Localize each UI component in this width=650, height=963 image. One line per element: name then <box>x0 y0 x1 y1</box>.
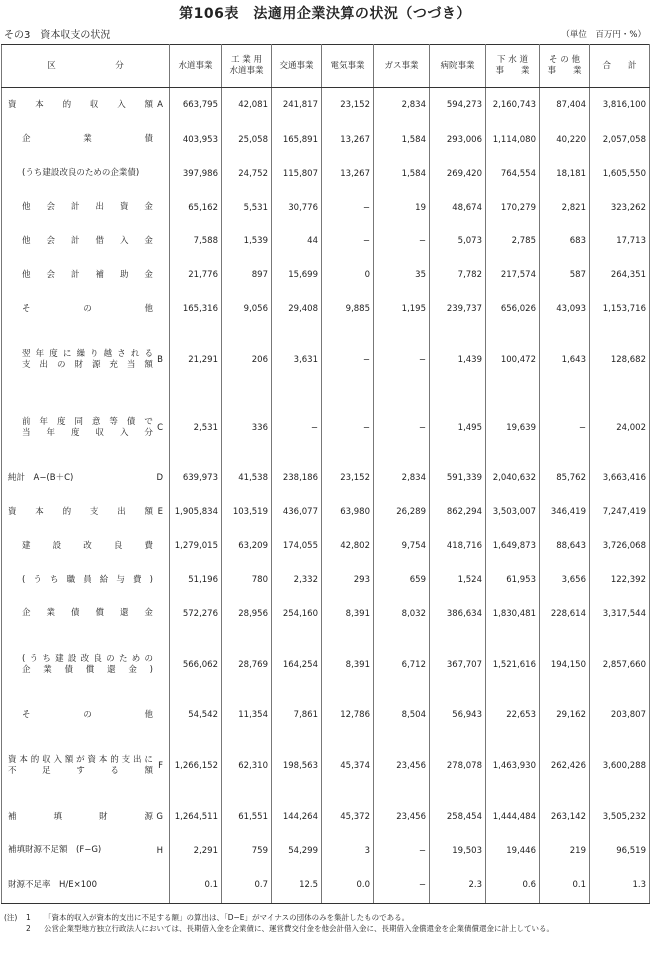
value-cell: 1,114,080 <box>486 123 540 157</box>
value-cell: 2,332 <box>272 563 322 597</box>
value-cell: 0 <box>322 258 374 292</box>
value-cell: 13,267 <box>322 123 374 157</box>
value-cell: 278,078 <box>430 732 486 800</box>
table-body <box>2 88 650 904</box>
value-cell: 174,055 <box>272 529 322 563</box>
value-cell: 862,294 <box>430 495 486 529</box>
column-header-line: 水道事業 <box>229 66 264 76</box>
value-cell: 45,372 <box>322 800 374 834</box>
value-cell: 88,643 <box>540 529 590 563</box>
value-cell: 61,551 <box>222 800 272 834</box>
value-cell: 764,554 <box>486 157 540 191</box>
row-label-line: 財源不足率 H/E×100 <box>8 879 97 890</box>
value-cell: 239,737 <box>430 292 486 326</box>
value-cell: 7,861 <box>272 699 322 733</box>
row-label-line: 資 本 的 支 出 額 <box>8 506 153 517</box>
value-cell: 3,816,100 <box>590 88 650 123</box>
value-cell: 2.3 <box>430 868 486 904</box>
value-cell: 0.1 <box>170 868 222 904</box>
value-cell: 170,279 <box>486 191 540 225</box>
value-cell: 263,142 <box>540 800 590 834</box>
row-label <box>2 868 170 904</box>
value-cell: 1,266,152 <box>170 732 222 800</box>
value-cell: 0.7 <box>222 868 272 904</box>
row-letter: F <box>158 761 163 772</box>
value-cell: 2,291 <box>170 834 222 868</box>
value-cell: 61,953 <box>486 563 540 597</box>
value-cell: 572,276 <box>170 597 222 631</box>
value-cell: 367,707 <box>430 631 486 699</box>
value-cell: 65,162 <box>170 191 222 225</box>
table-row <box>2 123 650 157</box>
footnote-text: 公営企業型地方独立行政法人においては、長期借入金を企業債に、運営費交付金を他会計借入金に、長期借入金償還金を企業債償還金に計上している。 <box>44 924 554 933</box>
row-label-line: (うち建設改良のための企業債) <box>22 168 140 179</box>
value-cell: 9,885 <box>322 292 374 326</box>
table-row <box>2 563 650 597</box>
value-cell: 85,762 <box>540 462 590 496</box>
value-cell: 1,584 <box>374 123 430 157</box>
row-label-line: 資 本 的 収 入 額 <box>8 99 153 110</box>
column-header-line: 事 業 <box>495 66 530 76</box>
value-cell: 238,186 <box>272 462 322 496</box>
value-cell: 7,247,419 <box>590 495 650 529</box>
value-cell: − <box>322 224 374 258</box>
row-label-line: 不 足 す る 額 <box>8 766 153 777</box>
table-subtitle: その3 資本収支の状況 <box>4 30 111 41</box>
column-header-line: 合 計 <box>602 60 637 71</box>
value-cell: 165,316 <box>170 292 222 326</box>
value-cell: 436,077 <box>272 495 322 529</box>
row-label <box>2 157 170 191</box>
row-label <box>2 394 170 462</box>
value-cell: 346,419 <box>540 495 590 529</box>
row-label <box>2 462 170 496</box>
table-row <box>2 631 650 699</box>
value-cell: 2,857,660 <box>590 631 650 699</box>
value-cell: 54,542 <box>170 699 222 733</box>
unit-label: （単位 百万円・%） <box>561 30 646 40</box>
value-cell: 1,905,834 <box>170 495 222 529</box>
value-cell: 587 <box>540 258 590 292</box>
value-cell: 18,181 <box>540 157 590 191</box>
value-cell: 203,807 <box>590 699 650 733</box>
value-cell: 1,444,484 <box>486 800 540 834</box>
row-label <box>2 292 170 326</box>
value-cell: 15,699 <box>272 258 322 292</box>
value-cell: 2,785 <box>486 224 540 258</box>
value-cell: 3,726,068 <box>590 529 650 563</box>
value-cell: 22,653 <box>486 699 540 733</box>
value-cell: 8,504 <box>374 699 430 733</box>
row-label <box>2 699 170 733</box>
column-header <box>430 45 486 88</box>
value-cell: 25,058 <box>222 123 272 157</box>
column-header <box>540 45 590 88</box>
value-cell: 293,006 <box>430 123 486 157</box>
value-cell: 9,056 <box>222 292 272 326</box>
row-label <box>2 834 170 868</box>
footnote-key: (注) <box>4 913 18 922</box>
value-cell: 30,776 <box>272 191 322 225</box>
value-cell: − <box>374 326 430 394</box>
footnote-number: 2 <box>26 924 31 933</box>
row-letter: B <box>157 354 163 365</box>
value-cell: 51,196 <box>170 563 222 597</box>
value-cell: 28,769 <box>222 631 272 699</box>
value-cell: − <box>322 326 374 394</box>
value-cell: 228,614 <box>540 597 590 631</box>
value-cell: 19,639 <box>486 394 540 462</box>
column-header <box>590 45 650 88</box>
column-header <box>322 45 374 88</box>
column-header-line: そ の 他 <box>549 55 580 65</box>
value-cell: 3,631 <box>272 326 322 394</box>
value-cell: 3,317,544 <box>590 597 650 631</box>
value-cell: 44 <box>272 224 322 258</box>
row-letter: C <box>157 422 163 433</box>
value-cell: 19,446 <box>486 834 540 868</box>
value-cell: 3,656 <box>540 563 590 597</box>
row-label-line: 他 会 計 出 資 金 <box>22 202 153 213</box>
value-cell: 19 <box>374 191 430 225</box>
value-cell: 591,339 <box>430 462 486 496</box>
table-row <box>2 157 650 191</box>
table-row <box>2 191 650 225</box>
value-cell: 62,310 <box>222 732 272 800</box>
table-row <box>2 529 650 563</box>
column-header <box>170 45 222 88</box>
value-cell: − <box>322 394 374 462</box>
footnote-2 <box>4 923 554 934</box>
value-cell: 7,782 <box>430 258 486 292</box>
value-cell: 683 <box>540 224 590 258</box>
value-cell: 164,254 <box>272 631 322 699</box>
value-cell: 1,643 <box>540 326 590 394</box>
column-header-line: 電気事業 <box>330 60 365 71</box>
value-cell: 663,795 <box>170 88 222 123</box>
value-cell: 1,439 <box>430 326 486 394</box>
row-label-line: そ の 他 <box>22 303 153 314</box>
row-label-line: 建 設 改 良 費 <box>22 540 153 551</box>
table-row <box>2 800 650 834</box>
value-cell: 17,713 <box>590 224 650 258</box>
capital-balance-table <box>1 44 650 904</box>
row-label-line: 支 出 の 財 源 充 当 額 <box>22 359 153 370</box>
value-cell: 23,456 <box>374 800 430 834</box>
value-cell: 23,456 <box>374 732 430 800</box>
value-cell: 28,956 <box>222 597 272 631</box>
row-letter: D <box>156 473 163 484</box>
row-label <box>2 224 170 258</box>
row-label-line: 他 会 計 補 助 金 <box>22 269 153 280</box>
value-cell: 323,262 <box>590 191 650 225</box>
value-cell: 8,391 <box>322 597 374 631</box>
row-label-line: 当 年 度 収 入 分 <box>22 427 153 438</box>
table-row <box>2 394 650 462</box>
row-label-line: 企 業 債 償 還 金 <box>22 608 153 619</box>
value-cell: 23,152 <box>322 462 374 496</box>
value-cell: 54,299 <box>272 834 322 868</box>
value-cell: 206 <box>222 326 272 394</box>
value-cell: 566,062 <box>170 631 222 699</box>
value-cell: 1,584 <box>374 157 430 191</box>
value-cell: 1.3 <box>590 868 650 904</box>
value-cell: 41,538 <box>222 462 272 496</box>
value-cell: 0.6 <box>486 868 540 904</box>
value-cell: 11,354 <box>222 699 272 733</box>
value-cell: 336 <box>222 394 272 462</box>
value-cell: 29,408 <box>272 292 322 326</box>
value-cell: 115,807 <box>272 157 322 191</box>
value-cell: 5,531 <box>222 191 272 225</box>
page-title: 第106表 法適用企業決算の状況（つづき） <box>179 6 471 22</box>
value-cell: − <box>374 868 430 904</box>
row-label <box>2 123 170 157</box>
value-cell: 13,267 <box>322 157 374 191</box>
row-label-line: そ の 他 <box>22 709 153 720</box>
value-cell: 42,802 <box>322 529 374 563</box>
value-cell: 254,160 <box>272 597 322 631</box>
table-row <box>2 495 650 529</box>
value-cell: 6,712 <box>374 631 430 699</box>
value-cell: 780 <box>222 563 272 597</box>
value-cell: 3,600,288 <box>590 732 650 800</box>
value-cell: 87,404 <box>540 88 590 123</box>
value-cell: 1,539 <box>222 224 272 258</box>
value-cell: 12,786 <box>322 699 374 733</box>
row-label <box>2 495 170 529</box>
footnote-text: 「資本的収入が資本的支出に不足する額」の算出は、「D−E」がマイナスの団体のみを集計したものである。 <box>44 913 410 922</box>
value-cell: 144,264 <box>272 800 322 834</box>
table-row <box>2 292 650 326</box>
value-cell: 3,663,416 <box>590 462 650 496</box>
value-cell: 1,195 <box>374 292 430 326</box>
value-cell: 897 <box>222 258 272 292</box>
value-cell: 594,273 <box>430 88 486 123</box>
value-cell: 418,716 <box>430 529 486 563</box>
value-cell: 1,153,716 <box>590 292 650 326</box>
value-cell: 217,574 <box>486 258 540 292</box>
value-cell: 165,891 <box>272 123 322 157</box>
value-cell: 5,073 <box>430 224 486 258</box>
row-label-line: 他 会 計 借 入 金 <box>22 235 153 246</box>
value-cell: 23,152 <box>322 88 374 123</box>
value-cell: 3,505,232 <box>590 800 650 834</box>
value-cell: 2,834 <box>374 88 430 123</box>
value-cell: 1,279,015 <box>170 529 222 563</box>
value-cell: 403,953 <box>170 123 222 157</box>
value-cell: 24,752 <box>222 157 272 191</box>
footnote-number: 1 <box>26 913 31 922</box>
column-header <box>272 45 322 88</box>
value-cell: 397,986 <box>170 157 222 191</box>
value-cell: − <box>374 834 430 868</box>
table-row <box>2 88 650 123</box>
value-cell: 128,682 <box>590 326 650 394</box>
table-row <box>2 258 650 292</box>
row-label-line: 補填財源不足額 (F−G) <box>8 845 102 856</box>
table-row <box>2 597 650 631</box>
row-label-line: 前 年 度 同 意 等 債 で <box>22 416 153 427</box>
value-cell: 293 <box>322 563 374 597</box>
value-cell: 2,834 <box>374 462 430 496</box>
table-row <box>2 868 650 904</box>
table-row <box>2 224 650 258</box>
value-cell: 19,503 <box>430 834 486 868</box>
footnote-1 <box>4 912 554 923</box>
column-header-line: 工 業 用 <box>231 55 262 65</box>
row-label <box>2 326 170 394</box>
value-cell: − <box>374 224 430 258</box>
value-cell: 1,649,873 <box>486 529 540 563</box>
value-cell: 96,519 <box>590 834 650 868</box>
value-cell: 24,002 <box>590 394 650 462</box>
row-label <box>2 88 170 123</box>
value-cell: 3 <box>322 834 374 868</box>
row-label <box>2 191 170 225</box>
value-cell: 241,817 <box>272 88 322 123</box>
column-header-line: 下 水 道 <box>497 55 528 65</box>
row-label-line: 純計 A−(B＋C) <box>8 472 74 483</box>
value-cell: 40,220 <box>540 123 590 157</box>
value-cell: 2,160,743 <box>486 88 540 123</box>
value-cell: − <box>540 394 590 462</box>
column-header-line: 病院事業 <box>440 60 475 71</box>
column-header-line: 交通事業 <box>279 60 314 71</box>
value-cell: 2,057,058 <box>590 123 650 157</box>
value-cell: 1,605,550 <box>590 157 650 191</box>
value-cell: 219 <box>540 834 590 868</box>
row-label <box>2 631 170 699</box>
value-cell: 0.1 <box>540 868 590 904</box>
value-cell: 63,980 <box>322 495 374 529</box>
table-row <box>2 326 650 394</box>
value-cell: 269,420 <box>430 157 486 191</box>
value-cell: 100,472 <box>486 326 540 394</box>
table-row <box>2 732 650 800</box>
value-cell: 262,426 <box>540 732 590 800</box>
header-row <box>2 45 650 88</box>
row-label <box>2 529 170 563</box>
footnotes <box>4 912 554 934</box>
value-cell: 2,531 <box>170 394 222 462</box>
row-letter: H <box>156 845 163 856</box>
value-cell: 0.0 <box>322 868 374 904</box>
value-cell: 2,040,632 <box>486 462 540 496</box>
column-header <box>222 45 272 88</box>
value-cell: 26,289 <box>374 495 430 529</box>
table-row <box>2 834 650 868</box>
row-label-line: ( う ち 建 設 改 良 の た め の <box>22 653 153 664</box>
value-cell: 103,519 <box>222 495 272 529</box>
column-header-line: ガス事業 <box>384 60 419 71</box>
column-header <box>486 45 540 88</box>
value-cell: 1,830,481 <box>486 597 540 631</box>
value-cell: 21,291 <box>170 326 222 394</box>
value-cell: 8,032 <box>374 597 430 631</box>
row-label-line: 翌 年 度 に 繰 り 越 さ れ る <box>22 348 153 359</box>
column-header-line: 水道事業 <box>178 60 213 71</box>
table-row <box>2 699 650 733</box>
value-cell: 56,943 <box>430 699 486 733</box>
value-cell: 264,351 <box>590 258 650 292</box>
value-cell: 9,754 <box>374 529 430 563</box>
column-header-line: 事 業 <box>547 66 582 76</box>
value-cell: 386,634 <box>430 597 486 631</box>
value-cell: − <box>272 394 322 462</box>
value-cell: 122,392 <box>590 563 650 597</box>
row-label <box>2 800 170 834</box>
value-cell: 12.5 <box>272 868 322 904</box>
value-cell: 198,563 <box>272 732 322 800</box>
row-label-line: 資 本 的 収 入 額 が 資 本 的 支 出 に <box>8 755 153 766</box>
value-cell: 659 <box>374 563 430 597</box>
row-label-line: 企 業 債 <box>22 134 153 145</box>
row-letter: A <box>157 100 163 111</box>
value-cell: 63,209 <box>222 529 272 563</box>
row-label-line: 企 業 債 償 還 金 ) <box>22 664 153 675</box>
value-cell: 35 <box>374 258 430 292</box>
value-cell: 1,521,616 <box>486 631 540 699</box>
value-cell: 639,973 <box>170 462 222 496</box>
row-label <box>2 563 170 597</box>
value-cell: 45,374 <box>322 732 374 800</box>
value-cell: 1,264,511 <box>170 800 222 834</box>
value-cell: 29,162 <box>540 699 590 733</box>
column-header <box>374 45 430 88</box>
row-label <box>2 258 170 292</box>
row-letter: E <box>157 507 163 518</box>
row-letter: G <box>156 812 163 823</box>
value-cell: 1,463,930 <box>486 732 540 800</box>
value-cell: 194,150 <box>540 631 590 699</box>
value-cell: − <box>322 191 374 225</box>
value-cell: 42,081 <box>222 88 272 123</box>
row-label-line: ( う ち 職 員 給 与 費 ) <box>22 574 153 585</box>
value-cell: 1,495 <box>430 394 486 462</box>
value-cell: 1,524 <box>430 563 486 597</box>
value-cell: 7,588 <box>170 224 222 258</box>
value-cell: − <box>374 394 430 462</box>
value-cell: 3,503,007 <box>486 495 540 529</box>
table-row <box>2 462 650 496</box>
row-label-line: 補 填 財 源 <box>8 811 153 822</box>
row-label <box>2 597 170 631</box>
value-cell: 2,821 <box>540 191 590 225</box>
value-cell: 656,026 <box>486 292 540 326</box>
value-cell: 8,391 <box>322 631 374 699</box>
value-cell: 43,093 <box>540 292 590 326</box>
value-cell: 48,674 <box>430 191 486 225</box>
value-cell: 258,454 <box>430 800 486 834</box>
value-cell: 759 <box>222 834 272 868</box>
value-cell: 21,776 <box>170 258 222 292</box>
row-label <box>2 732 170 800</box>
category-header: 区 分 <box>2 45 170 88</box>
